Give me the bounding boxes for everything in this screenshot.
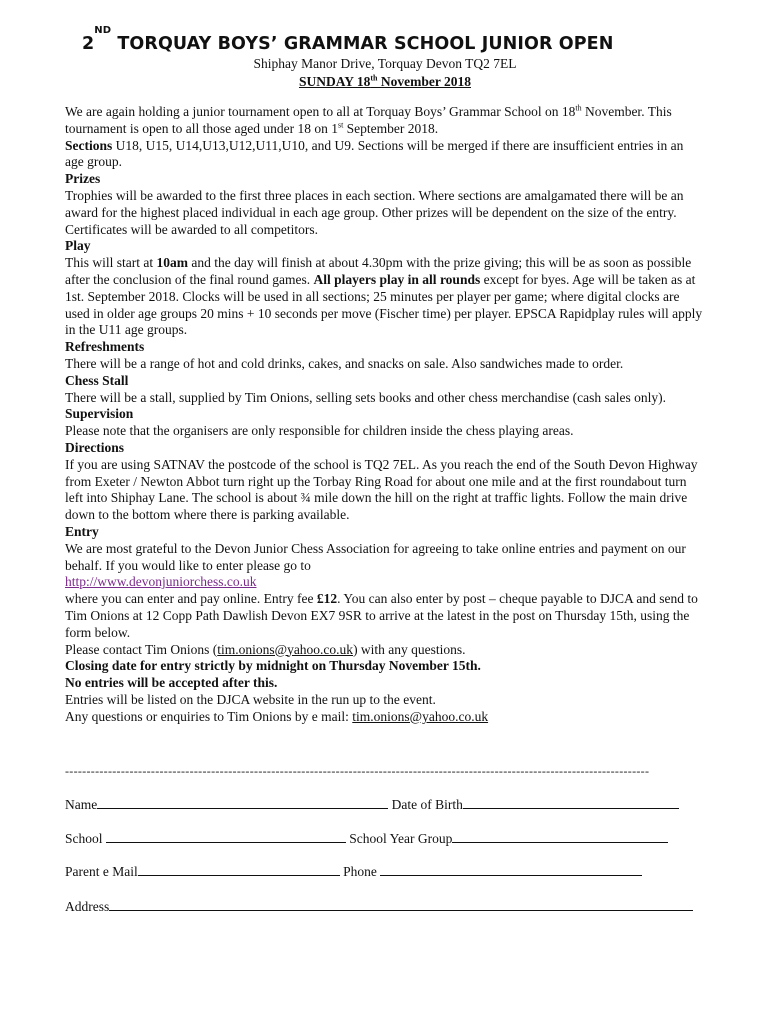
address-field[interactable] [109, 898, 693, 911]
play-text-2: and the day will finish at about 4.30pm with the prize giving; this will be as soon as possible after the conclusion of the final round games. [65, 255, 692, 287]
name-field[interactable] [97, 796, 388, 809]
enquiries-email-link[interactable]: tim.onions@yahoo.co.uk [352, 708, 489, 724]
event-date [0, 74, 770, 90]
form-row-school [65, 830, 705, 847]
phone-label: Phone [339, 864, 381, 879]
chess-stall-heading: Chess Stall [65, 372, 129, 388]
title-superscript: ND [94, 25, 112, 36]
contact-post: ) with any questions. [353, 641, 466, 657]
address-label: Address [65, 899, 110, 914]
entries-listed: Entries will be listed on the DJCA website in the run up to the event. [65, 691, 436, 707]
entry-text-1: We are most grateful to the Devon Junior Chess Association for agreeing to take online entries and payment on our behalf. If you would like to enter please go to [65, 540, 686, 573]
parent-email-field[interactable] [138, 863, 340, 876]
intro-sup-1: th [575, 103, 582, 113]
intro-sup-2: st [337, 120, 344, 130]
sections-paragraph [65, 138, 705, 172]
prizes-heading: Prizes [65, 171, 101, 187]
supervision-heading: Supervision [65, 406, 134, 422]
form-row-contact [65, 863, 705, 880]
contact-pre: Please contact Tim Onions ( [65, 641, 218, 657]
intro-paragraph [65, 104, 705, 138]
entry-fee: £12 [316, 591, 338, 607]
entry-heading: Entry [65, 523, 99, 539]
enquiries-line [65, 709, 705, 726]
school-label: School [65, 831, 106, 846]
djca-website-link[interactable]: http://www.devonjuniorchess.co.uk [65, 574, 257, 590]
refreshments-heading: Refreshments [65, 339, 145, 355]
document-body [65, 104, 705, 725]
date-superscript: th [370, 73, 378, 83]
chess-stall-text: There will be a stall, supplied by Tim Onions, selling sets books and other chess merchandise (cash sales only). [65, 389, 667, 405]
phone-field[interactable] [380, 863, 642, 876]
play-heading: Play [65, 238, 91, 254]
intro-text-2: November. This tournament is open to all those aged under 18 on 1 [65, 104, 672, 136]
play-start-time: 10am [156, 255, 188, 271]
entry-fee-pre: where you can enter and pay online. Entry fee [65, 591, 317, 607]
venue-address: Shiphay Manor Drive, Torquay Devon TQ2 7EL [253, 56, 517, 71]
intro-text-1: We are again holding a junior tournament open to all at Torquay Boys’ Grammar School on 18 [65, 104, 576, 119]
form-row-name [65, 796, 705, 813]
contact-line [65, 642, 705, 659]
school-field[interactable] [106, 830, 346, 843]
school-year-label: School Year Group [349, 831, 453, 846]
title-number: 2 [82, 34, 95, 54]
entry-fee-post: . You can also enter by post – cheque payable to DJCA and send to Tim Onions at 12 Copp Path Dawlish Devon EX7 9SR to arrive at the latest in the post on Thursday 15th, using the form below. [65, 591, 698, 640]
parent-email-label: Parent e Mail [65, 864, 138, 879]
page-title [82, 25, 614, 54]
intro-text-3: September 2018. [343, 120, 439, 136]
dob-label: Date of Birth [388, 797, 463, 812]
title-text: TORQUAY BOYS’ GRAMMAR SCHOOL JUNIOR OPEN [111, 34, 614, 54]
prizes-text: Trophies will be awarded to the first three places in each section. Where sections are amalgamated there will be an award for the highest placed individual in each age group. Other prizes will be dependent on the size of the entry. Certificates will be awarded to all competitors. [65, 187, 684, 237]
cut-line-divider: ---------------------------------------------------------------------------------------------------------------------------------------- [65, 764, 650, 778]
closing-date: Closing date for entry strictly by midnight on Thursday November 15th. [65, 658, 481, 674]
name-label: Name [65, 797, 98, 812]
dob-field[interactable] [463, 796, 679, 809]
enquiries-pre: Any questions or enquiries to Tim Onions by e mail: [65, 708, 353, 724]
refreshments-text: There will be a range of hot and cold drinks, cakes, and snacks on sale. Also sandwiches made to order. [65, 355, 624, 371]
play-text-1: This will start at [65, 255, 157, 271]
play-text [65, 255, 705, 339]
sections-text: U18, U15, U14,U13,U12,U11,U10, and U9. Sections will be merged if there are insufficient entries in an age group. [65, 137, 684, 170]
contact-email-link[interactable]: tim.onions@yahoo.co.uk [217, 641, 354, 657]
play-all-rounds: All players play in all rounds [313, 271, 481, 287]
entry-text-2 [65, 591, 705, 641]
directions-text: If you are using SATNAV the postcode of the school is TQ2 7EL. As you reach the end of the South Devon Highway from Exeter / Newton Abbot turn right up the Torbay Ring Road for about one mile and at the first roundabout turn left into Shiphay Lane. The school is about ¾ mile down the hill on the right at traffic lights. Follow the main drive down to the bottom where there is parking available. [65, 456, 698, 523]
form-row-address [65, 898, 705, 915]
date-suffix: November 2018 [377, 74, 471, 89]
directions-heading: Directions [65, 439, 124, 455]
date-prefix: SUNDAY 18 [298, 74, 371, 89]
no-entries-notice: No entries will be accepted after this. [65, 675, 278, 691]
school-year-field[interactable] [452, 830, 668, 843]
sections-label: Sections [65, 137, 113, 153]
supervision-text: Please note that the organisers are only responsible for children inside the chess playing areas. [65, 423, 574, 439]
play-text-3: except for byes. Age will be taken as at 1st. September 2018. Clocks will be used in all sections; 25 minutes per player per game; where digital clocks are used in older age groups 20 mins + 10 seconds per move (Fischer time) per player. EPSCA Rapidplay rules will apply in the U11 age groups. [65, 271, 703, 338]
